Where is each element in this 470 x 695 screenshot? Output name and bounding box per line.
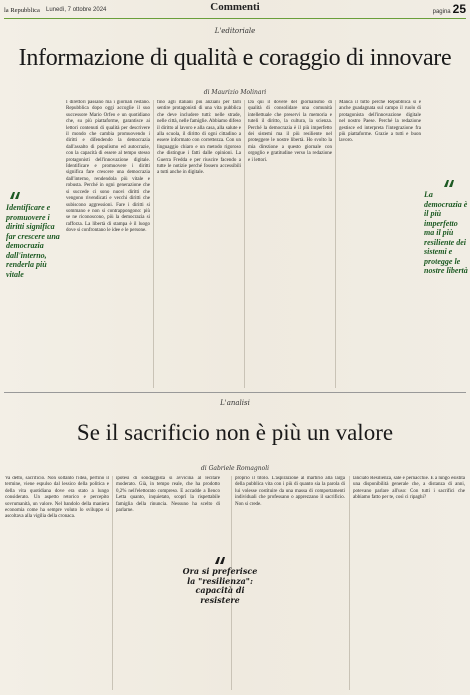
editorial-pull-quote-left: Identificare e promuovere i diritti significa far crescere una democrazia dall'interno, renderla più vitale [6,203,60,279]
editorial-pull-quote-right: La democrazia è il più imperfetto ma il più resiliente dei sistemi e protegge le nostre libertà [424,190,468,275]
page-number: pagina 25 [432,2,466,16]
quote-mark-icon [444,180,454,187]
column-gutter [112,476,113,690]
column-gutter [244,100,245,388]
analysis-column-4: lanciato Resilienza, sale e pernacchie. È a lungo esistita una disponibilità generale che, a distanza di anni, potevano parlare all'uso: Con tutti i sacrifici che abbiamo fatto per te, così ci ripaghi? [353,476,465,501]
quote-mark-icon [10,192,20,199]
analysis-byline: di Gabriele Romagnoli [200,465,270,472]
column-gutter [349,476,350,690]
column-gutter [153,100,154,388]
section-divider [4,392,466,393]
header-rule [4,18,466,19]
editorial-column-1: I direttori passano ma i giornali restano. Repubblica dopo oggi accoglie il suo successore Mario Orfeo e un quotidiano che, su più piattaforme, garantisce ai lettori contenuti di qualità per descrivere il mondo che cambia promuovendo i diritti e difendendo la democrazia dall'assalto di populismo ed autocrazie, con la capacità di essere al tempo stesso protagonisti dell'innovazione digitale. Identificare e promuovere i diritti significa fare crescere una democrazia dall'interno, rendendola più vitale e robusta. Perché in ogni generazione che si succede ci sono nuovi diritti che vengono rivendicati e vecchi diritti che subiscono aggressioni. Fare i diritti si sommano e non si contrappongono: più se ne riconoscono, più la democrazia si rafforza. La libertà di stampa è il luogo dove si confrontano le idee e le persone. [66,100,150,234]
editorial-column-2: fino agli italiani più anziani per farli sentire protagonisti di una vita pubblica che deve includere tutti: nelle strade, nelle città, nelle famiglie. Abbiamo difeso il diritto al lavoro e alla casa, alla salute e alla scuola, il diritto di ogni cittadino a essere informato con correttezza. Con un linguaggio chiaro e un metodo rigoroso che distingue i fatti dalle opinioni. La Guerra Fredda e per riuscire facendo a tutte le notizie perché fossero accessibili a tutti anche in digitale. [157,100,241,176]
editorial-kicker: L'editoriale [214,27,256,35]
column-gutter [335,100,336,388]
analysis-column-3: proprio il titolo. L'aspirazione al martirio alla larga della pubblica vita con i più di quanto sia la parola di lui volesse costituire da una massa di comportamenti individuali che professano o apprezzano il sacrificio. Non si crede. [235,476,345,507]
analysis-headline: Se il sacrificio non è più un valore [76,420,394,445]
editorial-byline: di Maurizio Molinari [203,89,267,96]
editorial-headline: Informazione di qualità e coraggio di innovare [18,45,452,71]
analysis-pull-quote: Ora si preferisce la "resilienza": capacità di resistere [182,566,258,605]
issue-date: Lunedì, 7 ottobre 2024 [46,7,107,13]
editorial-column-4: Manca il tutto perché Repubblica si è anche guadagnata sul campo il ruolo di protagonista dell'innovazione digitale nel nostro Paese. Perché la redazione gestisce ed interpreta l'integrazione fra più piattaforme. Grazie a tutti e buon lavoro. [339,100,421,144]
quote-mark-icon [215,557,225,564]
newspaper-brand: la Repubblica [4,7,40,14]
section-title: Commenti [210,1,260,13]
analysis-column-2: ipotesi di sondaggista si avvicina al lecitare moderato. Già, in tempo reale, che ha prodotto 0,2% nell'elettorato compreso. E accadde a Ilenco Letta quanto, inquietato, scoprì la rispettabile famiglia della rinuncia. Nessuno ha scelto di parlarne. [116,476,220,514]
analysis-column-1: Va detto, sacrificio. Non soltanto l'idea, perfino il termine, viene espulso dal lessico della politica e della vita quotidiana dove era stato a lungo considerato. Un aspetto retorico e percepito sovrumanità, un valore. Nel bandolo della maniera economia come ha sempre voluto lo sviluppo si ascoltava alla vigilia della cronaca. [5,476,109,520]
editorial-column-3: Da qui il dovere del giornalismo di qualità di consolidare una comunità intellettuale che preservi la memoria e tuteli il diritto, la cultura, la scienza. Perché la democrazia è il più imperfetto dei sistemi ma il più resiliente nel proteggere le nostre libertà. Ho svolto la mia direzione a questo giornale con orgoglio e gratitudine verso la redazione e i lettori. [248,100,332,163]
analysis-kicker: L'analisi [220,399,250,407]
